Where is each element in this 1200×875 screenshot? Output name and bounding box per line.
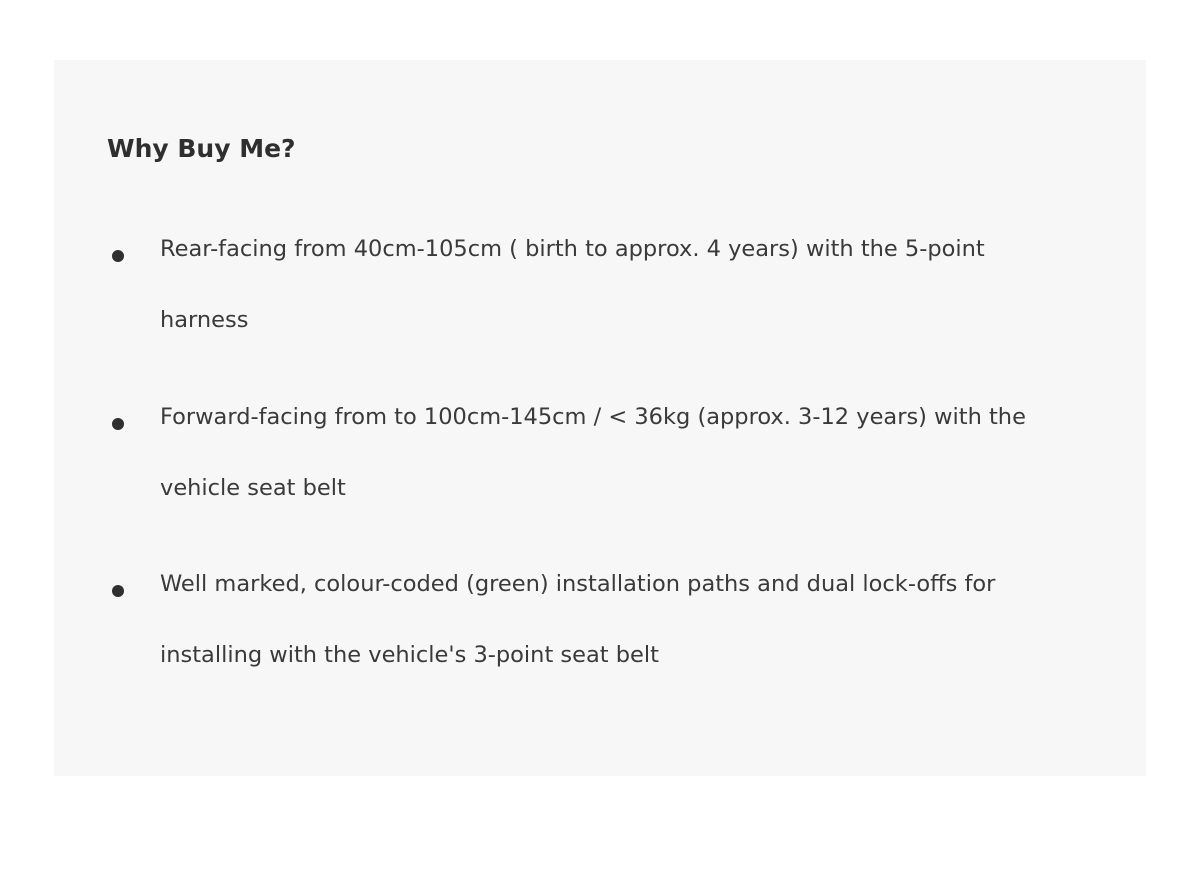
bullet-icon [112,418,124,430]
feature-text-line-1: Forward-facing from to 100cm-145cm / < 36kg (approx. 3-12 years) with the [160,404,1026,430]
feature-text-line-2: vehicle seat belt [160,475,346,501]
bullet-icon [112,250,124,262]
feature-text [160,382,1060,524]
feature-text [160,214,1060,356]
why-buy-me-panel [54,60,1146,776]
section-heading: Why Buy Me? [107,134,296,163]
feature-text-line-2: harness [160,307,249,333]
feature-text [160,549,1060,691]
feature-text-line-1: Rear-facing from 40cm-105cm ( birth to approx. 4 years) with the 5-point [160,236,985,262]
bullet-icon [112,585,124,597]
feature-text-line-2: installing with the vehicle's 3-point seat belt [160,642,659,668]
feature-text-line-1: Well marked, colour-coded (green) installation paths and dual lock-offs for [160,571,996,597]
